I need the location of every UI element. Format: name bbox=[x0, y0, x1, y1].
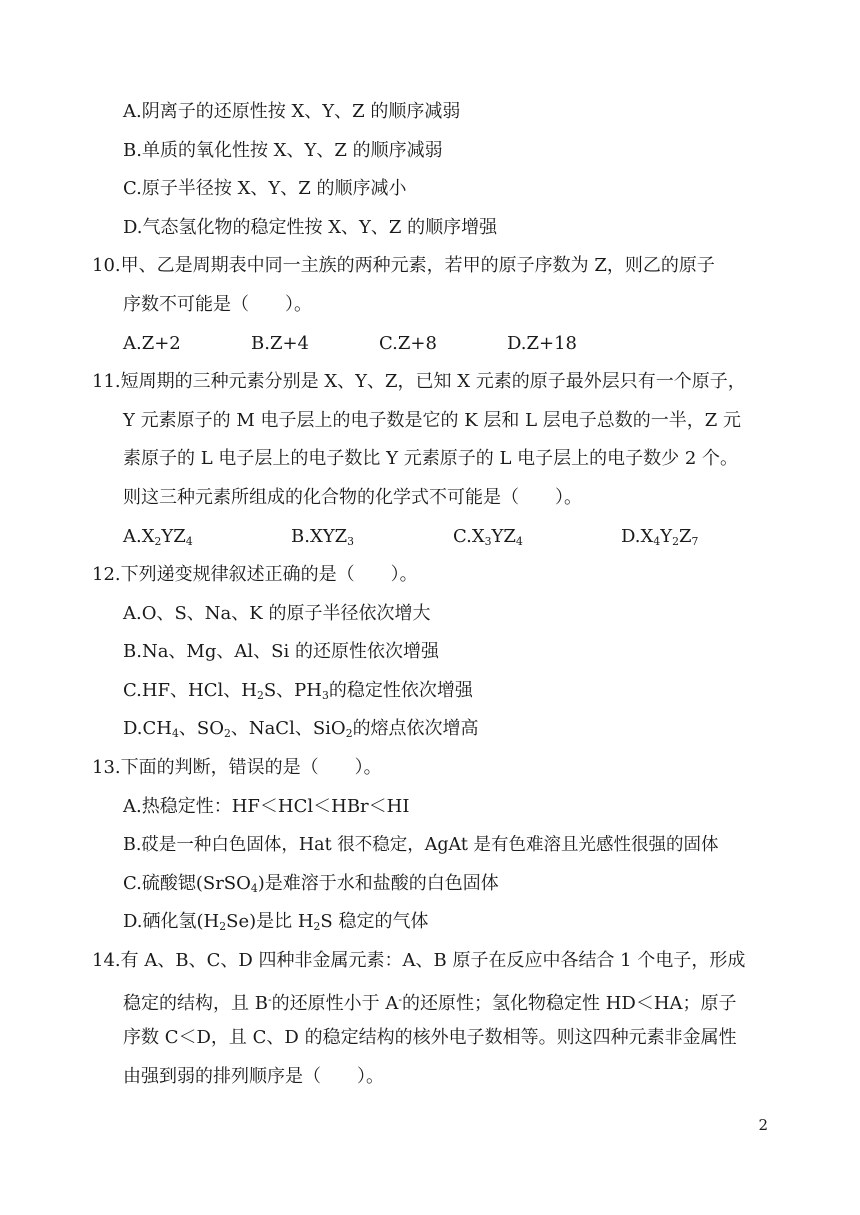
q10-stem-line2: 序数不可能是（ ）。 bbox=[123, 294, 312, 315]
q13-option-a: A.热稳定性：HF＜HCl＜HBr＜HI bbox=[123, 796, 410, 817]
q12-option-c: C.HF、HCl、$H_2S$、$PH_3$的稳定性依次增强 bbox=[123, 680, 473, 702]
q14-stem-line4: 由强到弱的排列顺序是（ ）。 bbox=[123, 1066, 384, 1087]
q10-stem-line1: 10.甲、乙是周期表中同一主族的两种元素，若甲的原子序数为 Z，则乙的原子 bbox=[92, 255, 715, 276]
q9-option-b: B.单质的氧化性按 X、Y、Z 的顺序减弱 bbox=[123, 140, 443, 161]
q12-option-a: A.O、S、Na、K 的原子半径依次增大 bbox=[123, 603, 431, 624]
q11-option-b: $B.XYZ_3$ bbox=[291, 526, 355, 548]
q11-stem-line1: 11.短周期的三种元素分别是 X、Y、Z，已知 X 元素的原子最外层只有一个原子， bbox=[92, 371, 746, 392]
q11-option-c: $C.X_3YZ_4$ bbox=[453, 526, 523, 548]
page-number: 2 bbox=[758, 1116, 768, 1134]
q10-option-c: C.Z+8 bbox=[379, 333, 437, 354]
q10-option-d: D.Z+18 bbox=[507, 333, 578, 354]
q12-option-d: $D.CH_4$、$SO_2$、NaCl、SiO$_2$的熔点依次增高 bbox=[123, 718, 479, 740]
q11-stem-line4: 则这三种元素所组成的化合物的化学式不可能是（ ）。 bbox=[123, 487, 582, 508]
q11-stem-line3: 素原子的 L 电子层上的电子数比 Y 元素原子的 L 电子层上的电子数少 2 个。 bbox=[123, 448, 739, 469]
q10-options bbox=[123, 332, 803, 356]
q11-option-a: $A.X_2YZ_4$ bbox=[123, 526, 193, 548]
q13-stem: 13.下面的判断，错误的是（ ）。 bbox=[92, 757, 382, 778]
q12-option-b: B.Na、Mg、Al、Si 的还原性依次增强 bbox=[123, 641, 439, 662]
q14-stem-line3: 序数 C＜D，且 C、D 的稳定结构的核外电子数相等。则这四种元素非金属性 bbox=[123, 1027, 737, 1048]
q13-option-b: B.砹是一种白色固体，Hat 很不稳定，AgAt 是有色难溶且光感性很强的固体 bbox=[123, 835, 719, 855]
q10-option-a: A.Z+2 bbox=[123, 333, 181, 354]
q13-option-d: D.硒化氢$(H_2Se)$是比 $H_2S$ 稳定的气体 bbox=[123, 911, 429, 933]
q9-option-a: A.阴离子的还原性按 X、Y、Z 的顺序减弱 bbox=[123, 101, 461, 122]
q11-options bbox=[123, 525, 803, 549]
q14-stem-line2: 稳定的结构，且 B-的还原性小于 A-的还原性；氢化物稳定性 HD＜HA；原子 bbox=[123, 993, 737, 1014]
q9-option-d: D.气态氢化物的稳定性按 X、Y、Z 的顺序增强 bbox=[123, 217, 498, 238]
q11-option-d: $D.X_4Y_2Z_7$ bbox=[621, 526, 699, 548]
q12-stem: 12.下列递变规律叙述正确的是（ ）。 bbox=[92, 564, 418, 585]
q9-option-c: C.原子半径按 X、Y、Z 的顺序减小 bbox=[123, 178, 407, 199]
q14-stem-line1: 14.有 A、B、C、D 四种非金属元素：A、B 原子在反应中各结合 1 个电子，形成 bbox=[92, 950, 746, 971]
q13-option-c: C.硫酸锶(SrSO$_4$)是难溶于水和盐酸的白色固体 bbox=[123, 873, 499, 895]
q11-stem-line2: Y 元素原子的 M 电子层上的电子数是它的 K 层和 L 层电子总数的一半，Z 元 bbox=[123, 410, 741, 431]
q10-option-b: B.Z+4 bbox=[251, 333, 309, 354]
